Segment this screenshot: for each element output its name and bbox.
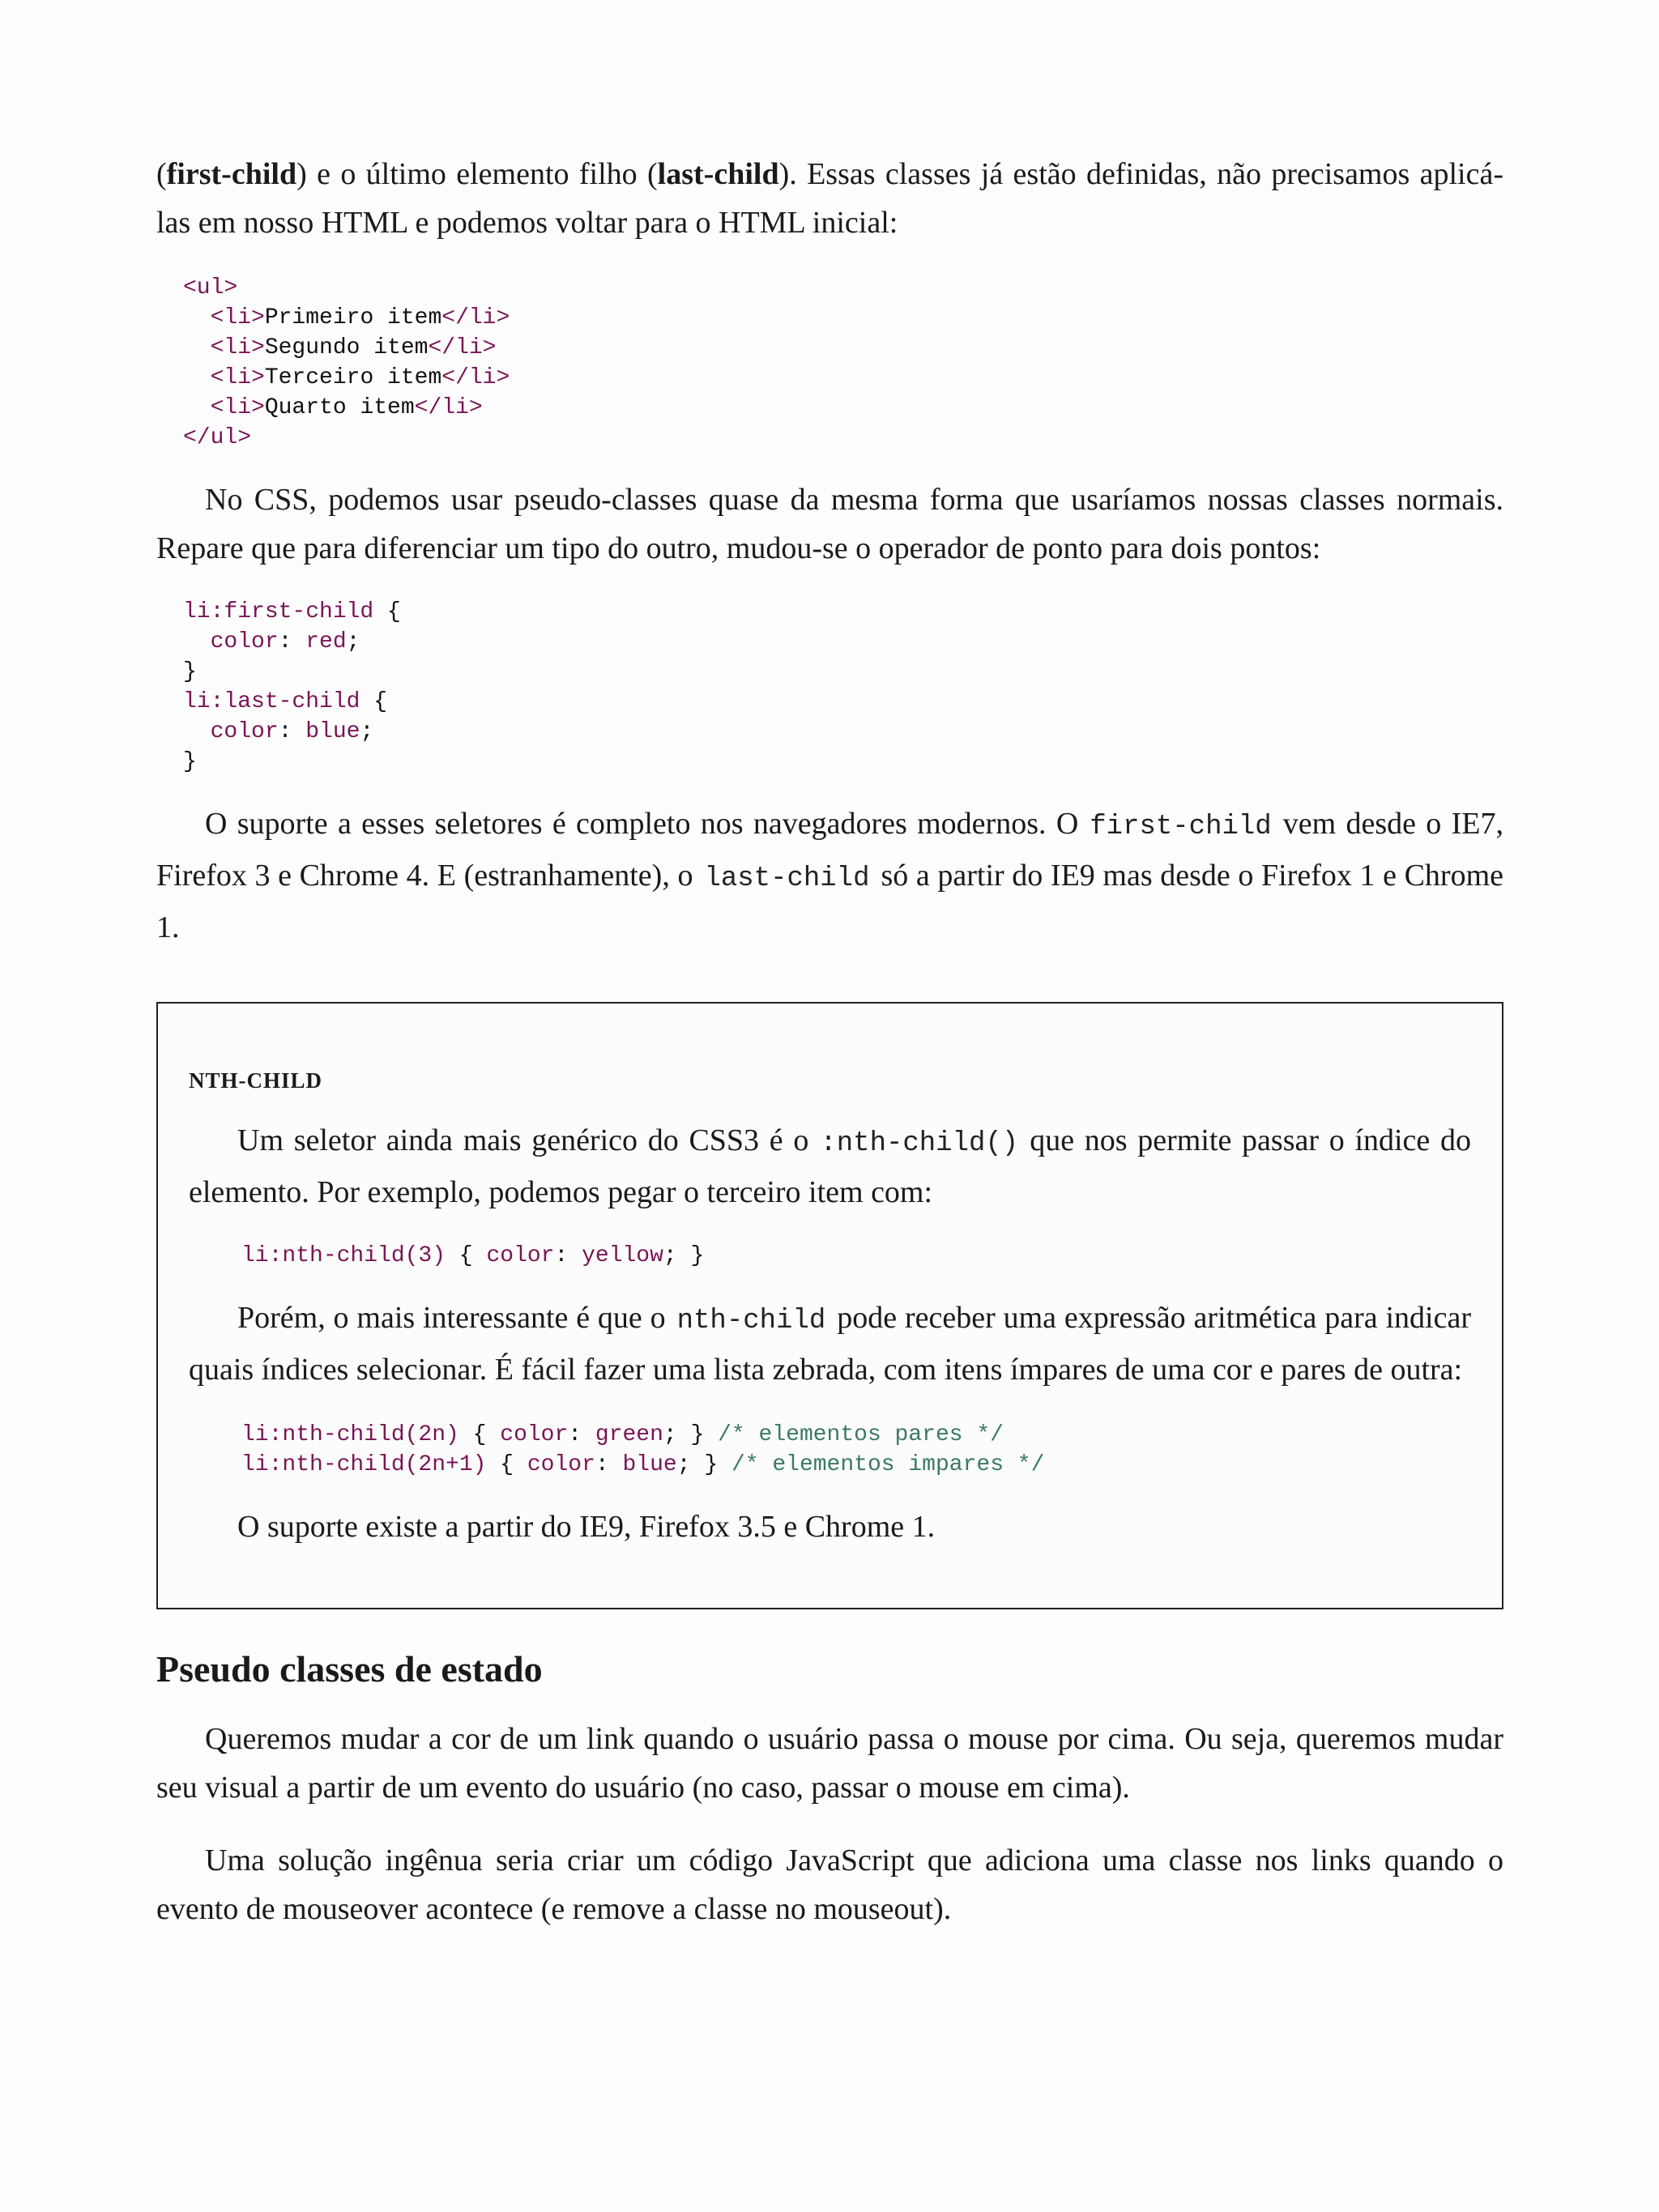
code-brace: } — [183, 659, 197, 684]
code-list-item: Primeiro item — [264, 305, 442, 330]
support-text: só a partir do IE9 mas desde o Firefox 1 e Chrome 1. — [156, 859, 1503, 944]
code-property: color — [210, 719, 279, 744]
nth-child-example-code: li:nth-child(3) { color: yellow; } — [241, 1243, 705, 1268]
code-tag: </ul> — [183, 425, 252, 450]
callout-title: NTH-CHILD — [189, 1068, 323, 1093]
intro-text: ). Essas classes já estão definidas, não precisamos aplicá-las em nosso HTML e podemos voltar para o HTML inicial: — [156, 157, 1503, 240]
code-value: red — [305, 629, 347, 654]
code-list-item: Terceiro item — [264, 365, 442, 390]
code-property: color — [210, 629, 279, 654]
html-code-block — [156, 273, 1503, 453]
code-tag: </li> — [441, 305, 510, 330]
code-comment: /* elementos impares */ — [731, 1452, 1045, 1477]
inline-code: nth-child — [676, 1306, 826, 1336]
code-tag: <li> — [210, 395, 265, 420]
callout-text: que nos permite passar o índice do elemento. Por exemplo, podemos pegar o terceiro item com: — [189, 1123, 1472, 1209]
page-content — [156, 150, 1503, 1933]
code-value: yellow — [582, 1243, 663, 1268]
code-selector: li:nth-child(3) — [241, 1243, 446, 1268]
nth-child-callout-box — [156, 1002, 1503, 1609]
code-list-item: Segundo item — [264, 335, 429, 360]
code-property: color — [527, 1452, 595, 1477]
code-selector: li:nth-child(2n+1) — [241, 1452, 487, 1477]
first-child-term: first-child — [166, 157, 297, 191]
support-paragraph — [156, 799, 1503, 952]
code-tag: <ul> — [183, 275, 238, 300]
callout-text: pode receber uma expressão aritmética para indicar quais índices selecionar. É fácil fazer uma lista zebrada, com itens ímpares de uma cor e pares de outra: — [189, 1301, 1471, 1387]
code-list-item: Quarto item — [264, 395, 415, 420]
code-tag: </li> — [428, 335, 497, 360]
callout-paragraph — [189, 1116, 1471, 1217]
code-selector: li:last-child — [183, 689, 360, 714]
code-tag: </li> — [441, 365, 510, 390]
code-selector: li:nth-child(2n) — [241, 1422, 459, 1447]
code-tag: </li> — [414, 395, 483, 420]
support-text: vem desde o IE7, Firefox 3 e Chrome 4. E (estranhamente), o — [156, 807, 1503, 893]
inline-code: first-child — [1090, 812, 1272, 842]
code-brace: } — [183, 749, 197, 774]
code-property: color — [500, 1422, 569, 1447]
code-tag: <li> — [210, 305, 265, 330]
zebra-list-code: li:nth-child(2n) { color: green; } /* elementos pares */ li:nth-child(2n+1) { color: blue; } /* elementos impares */ — [241, 1422, 1045, 1477]
code-value: blue — [622, 1452, 677, 1477]
code-brace: { — [373, 599, 401, 624]
callout-paragraph: O suporte existe a partir do IE9, Firefox 3.5 e Chrome 1. — [237, 1510, 936, 1544]
callout-text: Um seletor ainda mais genérico do CSS3 é o — [237, 1123, 809, 1157]
inline-code: :nth-child() — [820, 1128, 1019, 1159]
code-value: blue — [305, 719, 360, 744]
code-tag: <li> — [210, 335, 265, 360]
callout-paragraph — [189, 1294, 1471, 1394]
last-child-term: last-child — [657, 157, 779, 191]
support-text: O suporte a esses seletores é completo nos navegadores modernos. O — [205, 807, 1079, 841]
intro-paragraph — [156, 150, 1503, 247]
callout-text: Porém, o mais interessante é que o — [237, 1301, 666, 1335]
code-property: color — [486, 1243, 555, 1268]
code-tag: <li> — [210, 365, 265, 390]
code-selector: li:first-child — [183, 599, 374, 624]
css-code-block: li:first-child { color: red; } li:last-child { color: blue; } — [183, 599, 401, 774]
code-brace: { — [360, 689, 388, 714]
section-paragraph: Queremos mudar a cor de um link quando o usuário passa o mouse por cima. Ou seja, queremos mudar seu visual a partir de um evento do usuário (no caso, passar o mouse em cima). — [156, 1722, 1503, 1805]
code-comment: /* elementos pares */ — [718, 1422, 1004, 1447]
section-heading: Pseudo classes de estado — [156, 1648, 543, 1690]
inline-code: last-child — [704, 863, 870, 894]
intro-text: ) e o último elemento filho ( — [296, 157, 658, 191]
intro-text: ( — [156, 157, 167, 191]
css-paragraph: No CSS, podemos usar pseudo-classes quase da mesma forma que usaríamos nossas classes normais. Repare que para diferenciar um tipo do outro, mudou-se o operador de ponto para dois pontos: — [156, 483, 1503, 565]
section-paragraph: Uma solução ingênua seria criar um código JavaScript que adiciona uma classe nos links quando o evento de mouseover acontece (e remove a classe no mouseout). — [156, 1843, 1503, 1926]
code-value: green — [595, 1422, 663, 1447]
